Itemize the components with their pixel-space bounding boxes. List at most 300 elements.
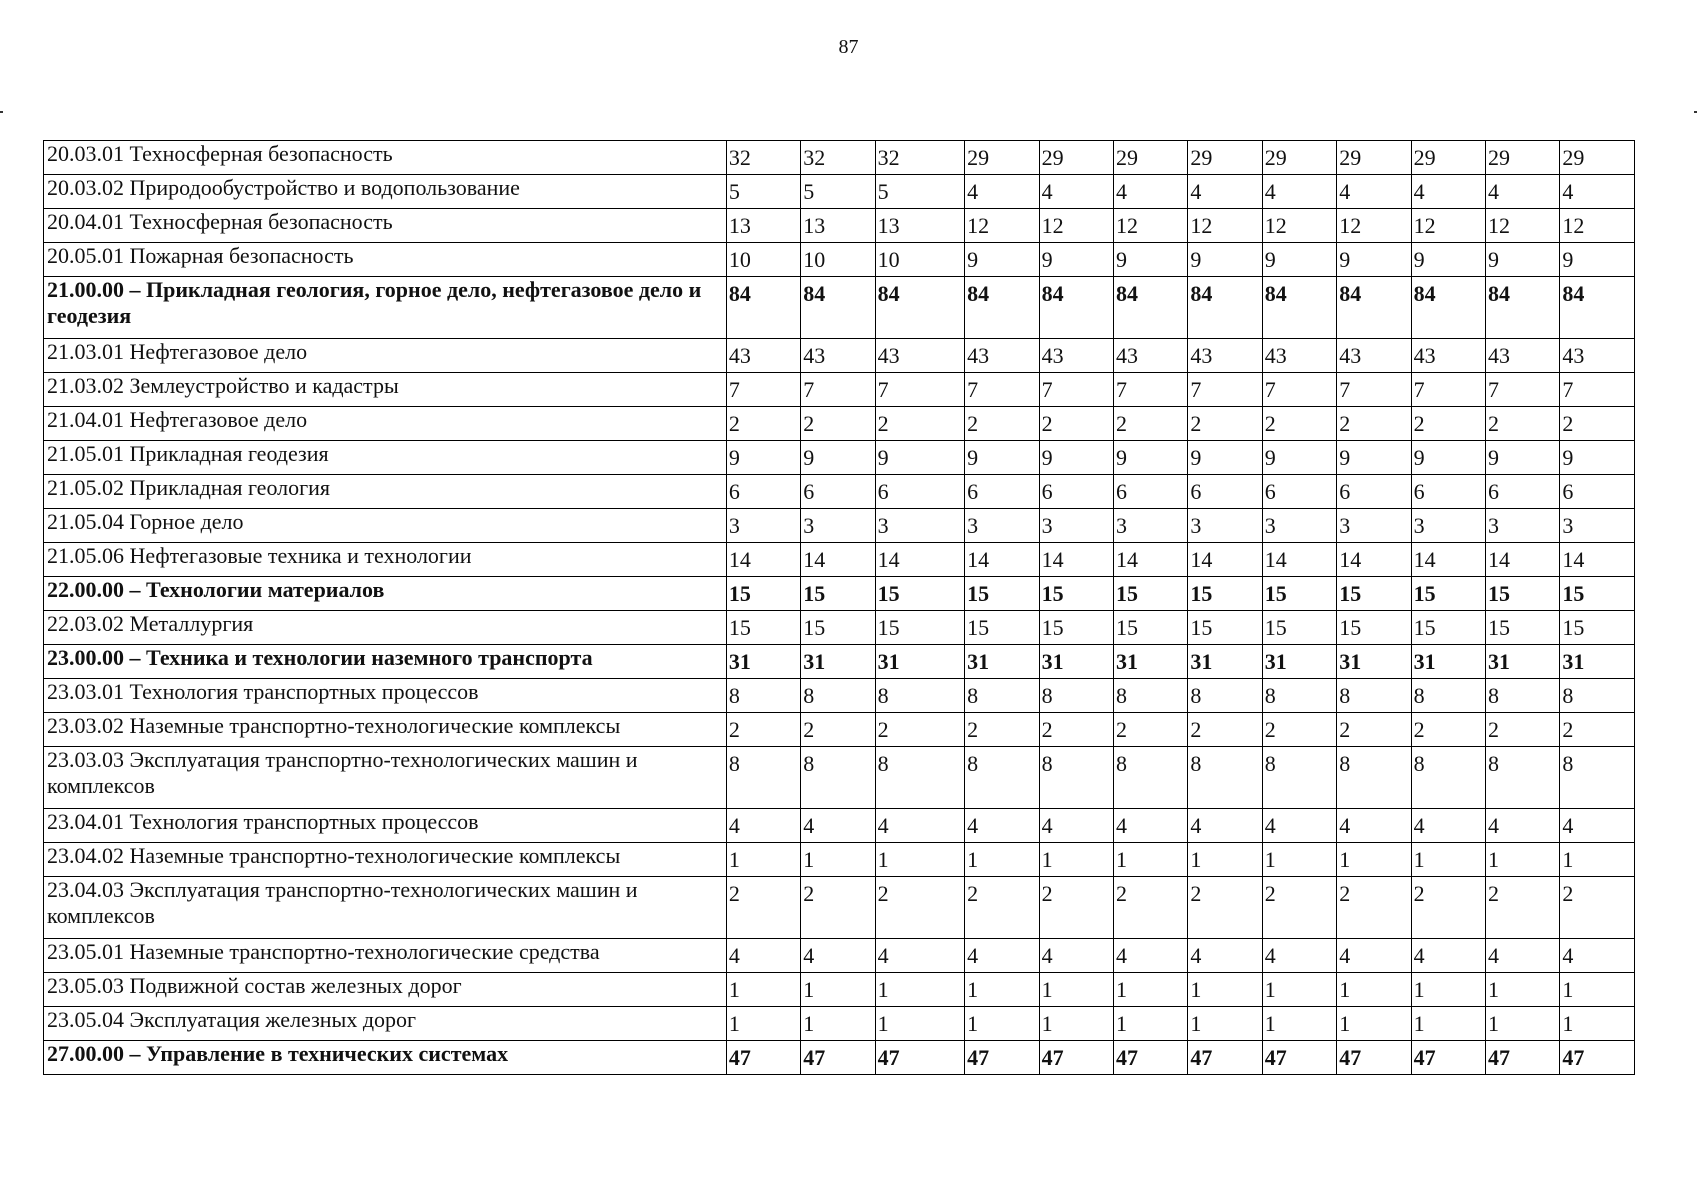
row-specialty-name: 21.00.00 – Прикладная геология, горное дело, нефтегазовое дело и геодезия: [44, 277, 727, 339]
row-value-cell: 2: [1039, 877, 1113, 939]
row-value-cell: 12: [1039, 209, 1113, 243]
row-value-cell: 2: [726, 407, 800, 441]
row-value-cell: 84: [1560, 277, 1635, 339]
row-specialty-name: 21.05.04 Горное дело: [44, 509, 727, 543]
row-value-cell: 3: [875, 509, 965, 543]
row-value-cell: 15: [1262, 577, 1336, 611]
row-value-cell: 5: [726, 175, 800, 209]
row-value-cell: 43: [801, 339, 875, 373]
row-value-cell: 2: [1411, 877, 1485, 939]
row-value-cell: 47: [875, 1041, 965, 1075]
row-specialty-name: 21.03.02 Землеустройство и кадастры: [44, 373, 727, 407]
row-value-cell: 9: [1411, 243, 1485, 277]
row-value-cell: 9: [1560, 441, 1635, 475]
table-row: [44, 475, 1635, 509]
table-row: [44, 747, 1635, 809]
table-row: [44, 407, 1635, 441]
row-value-cell: 6: [1039, 475, 1113, 509]
row-value-cell: 4: [1113, 809, 1187, 843]
row-value-cell: 1: [875, 843, 965, 877]
row-value-cell: 2: [726, 877, 800, 939]
row-value-cell: 12: [1188, 209, 1262, 243]
row-value-cell: 1: [1039, 1007, 1113, 1041]
row-value-cell: 2: [1486, 877, 1560, 939]
row-specialty-name: 23.00.00 – Техника и технологии наземного транспорта: [44, 645, 727, 679]
row-value-cell: 12: [1560, 209, 1635, 243]
row-value-cell: 6: [726, 475, 800, 509]
row-specialty-name: 20.03.01 Техносферная безопасность: [44, 141, 727, 175]
row-specialty-name: 27.00.00 – Управление в технических системах: [44, 1041, 727, 1075]
row-value-cell: 4: [965, 175, 1039, 209]
row-value-cell: 9: [1560, 243, 1635, 277]
row-value-cell: 84: [801, 277, 875, 339]
row-value-cell: 15: [726, 577, 800, 611]
row-value-cell: 8: [1411, 747, 1485, 809]
row-value-cell: 1: [1337, 973, 1411, 1007]
row-value-cell: 2: [1411, 713, 1485, 747]
row-value-cell: 43: [1337, 339, 1411, 373]
row-value-cell: 2: [1337, 877, 1411, 939]
row-value-cell: 31: [801, 645, 875, 679]
row-value-cell: 3: [1560, 509, 1635, 543]
row-value-cell: 14: [801, 543, 875, 577]
row-value-cell: 9: [1039, 441, 1113, 475]
row-value-cell: 9: [1337, 243, 1411, 277]
row-value-cell: 9: [1486, 243, 1560, 277]
table-row: [44, 175, 1635, 209]
row-value-cell: 32: [726, 141, 800, 175]
row-specialty-name: 21.05.06 Нефтегазовые техника и технологии: [44, 543, 727, 577]
row-value-cell: 15: [1486, 577, 1560, 611]
row-value-cell: 4: [1411, 175, 1485, 209]
row-value-cell: 8: [801, 747, 875, 809]
row-value-cell: 1: [965, 973, 1039, 1007]
row-value-cell: 29: [1188, 141, 1262, 175]
table-row-group: [44, 577, 1635, 611]
row-value-cell: 2: [1188, 713, 1262, 747]
row-value-cell: 31: [1337, 645, 1411, 679]
row-value-cell: 1: [1188, 973, 1262, 1007]
row-value-cell: 15: [1039, 611, 1113, 645]
row-value-cell: 15: [1411, 611, 1485, 645]
row-value-cell: 7: [1486, 373, 1560, 407]
row-value-cell: 6: [1188, 475, 1262, 509]
row-value-cell: 8: [1337, 679, 1411, 713]
table-row: [44, 373, 1635, 407]
row-value-cell: 3: [1337, 509, 1411, 543]
row-value-cell: 12: [1262, 209, 1336, 243]
table-row: [44, 509, 1635, 543]
table-row: [44, 713, 1635, 747]
row-value-cell: 7: [801, 373, 875, 407]
row-value-cell: 15: [1262, 611, 1336, 645]
row-value-cell: 15: [801, 611, 875, 645]
row-value-cell: 7: [1560, 373, 1635, 407]
row-value-cell: 13: [875, 209, 965, 243]
row-value-cell: 31: [1113, 645, 1187, 679]
row-value-cell: 4: [726, 939, 800, 973]
row-value-cell: 29: [1411, 141, 1485, 175]
row-value-cell: 29: [965, 141, 1039, 175]
row-value-cell: 6: [875, 475, 965, 509]
row-value-cell: 4: [1411, 939, 1485, 973]
row-value-cell: 31: [1411, 645, 1485, 679]
row-value-cell: 2: [875, 407, 965, 441]
row-value-cell: 2: [1113, 877, 1187, 939]
table-row-group: [44, 1041, 1635, 1075]
row-value-cell: 1: [1113, 843, 1187, 877]
row-specialty-name: 21.03.01 Нефтегазовое дело: [44, 339, 727, 373]
row-value-cell: 1: [1560, 1007, 1635, 1041]
row-value-cell: 47: [1262, 1041, 1336, 1075]
row-value-cell: 15: [801, 577, 875, 611]
row-value-cell: 15: [965, 611, 1039, 645]
row-value-cell: 4: [1486, 939, 1560, 973]
row-value-cell: 47: [965, 1041, 1039, 1075]
row-value-cell: 2: [1486, 713, 1560, 747]
row-value-cell: 47: [801, 1041, 875, 1075]
row-value-cell: 84: [1188, 277, 1262, 339]
table-row: [44, 441, 1635, 475]
row-value-cell: 14: [1262, 543, 1336, 577]
row-value-cell: 1: [875, 973, 965, 1007]
row-value-cell: 14: [1039, 543, 1113, 577]
row-value-cell: 2: [965, 877, 1039, 939]
row-specialty-name: 21.05.01 Прикладная геодезия: [44, 441, 727, 475]
row-value-cell: 4: [1337, 175, 1411, 209]
row-value-cell: 15: [1188, 611, 1262, 645]
row-value-cell: 84: [1262, 277, 1336, 339]
row-value-cell: 7: [1188, 373, 1262, 407]
row-value-cell: 4: [1113, 175, 1187, 209]
row-value-cell: 15: [1188, 577, 1262, 611]
row-value-cell: 84: [1113, 277, 1187, 339]
row-value-cell: 8: [965, 679, 1039, 713]
row-value-cell: 4: [1039, 939, 1113, 973]
row-value-cell: 6: [1262, 475, 1336, 509]
table-row: [44, 843, 1635, 877]
row-value-cell: 7: [875, 373, 965, 407]
row-value-cell: 4: [1188, 175, 1262, 209]
row-value-cell: 4: [801, 809, 875, 843]
row-specialty-name: 22.00.00 – Технологии материалов: [44, 577, 727, 611]
table-row: [44, 973, 1635, 1007]
row-value-cell: 2: [801, 877, 875, 939]
row-value-cell: 4: [1113, 939, 1187, 973]
row-value-cell: 1: [1560, 843, 1635, 877]
row-value-cell: 84: [1337, 277, 1411, 339]
row-value-cell: 4: [1039, 175, 1113, 209]
row-value-cell: 2: [1039, 407, 1113, 441]
row-value-cell: 14: [1411, 543, 1485, 577]
row-value-cell: 1: [1411, 1007, 1485, 1041]
row-value-cell: 2: [1113, 407, 1187, 441]
row-value-cell: 3: [1188, 509, 1262, 543]
table-row: [44, 939, 1635, 973]
row-specialty-name: 23.05.04 Эксплуатация железных дорог: [44, 1007, 727, 1041]
table-body: [44, 141, 1635, 1075]
row-value-cell: 14: [875, 543, 965, 577]
row-value-cell: 6: [1486, 475, 1560, 509]
row-value-cell: 4: [965, 809, 1039, 843]
row-value-cell: 4: [1262, 939, 1336, 973]
row-value-cell: 1: [726, 843, 800, 877]
row-value-cell: 43: [726, 339, 800, 373]
row-value-cell: 14: [1560, 543, 1635, 577]
row-specialty-name: 23.04.01 Технология транспортных процессов: [44, 809, 727, 843]
row-value-cell: 6: [1337, 475, 1411, 509]
row-value-cell: 9: [1486, 441, 1560, 475]
row-specialty-name: 23.05.01 Наземные транспортно-технологические средства: [44, 939, 727, 973]
table-row: [44, 141, 1635, 175]
row-value-cell: 1: [1262, 973, 1336, 1007]
row-specialty-name: 22.03.02 Металлургия: [44, 611, 727, 645]
row-value-cell: 1: [1262, 1007, 1336, 1041]
row-value-cell: 5: [875, 175, 965, 209]
row-value-cell: 1: [1039, 843, 1113, 877]
row-value-cell: 6: [801, 475, 875, 509]
table-row: [44, 611, 1635, 645]
row-value-cell: 15: [875, 611, 965, 645]
row-value-cell: 8: [1560, 679, 1635, 713]
row-value-cell: 3: [965, 509, 1039, 543]
row-value-cell: 15: [1113, 577, 1187, 611]
row-value-cell: 9: [1039, 243, 1113, 277]
row-specialty-name: 20.03.02 Природообустройство и водопользование: [44, 175, 727, 209]
row-value-cell: 3: [1411, 509, 1485, 543]
row-value-cell: 4: [1262, 175, 1336, 209]
row-value-cell: 1: [965, 843, 1039, 877]
row-value-cell: 43: [1188, 339, 1262, 373]
row-value-cell: 47: [1486, 1041, 1560, 1075]
row-value-cell: 7: [1039, 373, 1113, 407]
row-value-cell: 47: [1039, 1041, 1113, 1075]
row-value-cell: 31: [1262, 645, 1336, 679]
row-value-cell: 3: [801, 509, 875, 543]
row-value-cell: 1: [801, 843, 875, 877]
row-value-cell: 32: [875, 141, 965, 175]
row-value-cell: 47: [1337, 1041, 1411, 1075]
row-value-cell: 2: [965, 407, 1039, 441]
row-value-cell: 5: [801, 175, 875, 209]
row-value-cell: 1: [875, 1007, 965, 1041]
row-value-cell: 15: [1039, 577, 1113, 611]
row-value-cell: 4: [1039, 809, 1113, 843]
row-value-cell: 6: [1411, 475, 1485, 509]
row-value-cell: 1: [1039, 973, 1113, 1007]
row-value-cell: 8: [726, 747, 800, 809]
table-row: [44, 209, 1635, 243]
row-value-cell: 9: [1411, 441, 1485, 475]
row-value-cell: 4: [1560, 175, 1635, 209]
row-value-cell: 29: [1337, 141, 1411, 175]
row-value-cell: 2: [1560, 407, 1635, 441]
row-value-cell: 2: [875, 877, 965, 939]
row-value-cell: 6: [965, 475, 1039, 509]
row-value-cell: 31: [726, 645, 800, 679]
row-value-cell: 4: [1486, 175, 1560, 209]
row-value-cell: 47: [1411, 1041, 1485, 1075]
row-value-cell: 1: [1411, 843, 1485, 877]
row-value-cell: 1: [726, 973, 800, 1007]
row-value-cell: 3: [1039, 509, 1113, 543]
row-value-cell: 7: [726, 373, 800, 407]
row-value-cell: 9: [1113, 243, 1187, 277]
row-specialty-name: 23.03.02 Наземные транспортно-технологические комплексы: [44, 713, 727, 747]
row-value-cell: 43: [1560, 339, 1635, 373]
row-value-cell: 2: [875, 713, 965, 747]
row-value-cell: 8: [1188, 679, 1262, 713]
row-value-cell: 1: [1486, 1007, 1560, 1041]
row-value-cell: 4: [965, 939, 1039, 973]
page-number: 87: [838, 36, 859, 58]
row-value-cell: 4: [875, 809, 965, 843]
row-value-cell: 2: [801, 407, 875, 441]
row-value-cell: 8: [1337, 747, 1411, 809]
row-value-cell: 10: [875, 243, 965, 277]
row-value-cell: 1: [726, 1007, 800, 1041]
row-specialty-name: 23.03.01 Технология транспортных процессов: [44, 679, 727, 713]
row-value-cell: 1: [1560, 973, 1635, 1007]
row-specialty-name: 23.03.03 Эксплуатация транспортно-технологических машин и комплексов: [44, 747, 727, 809]
row-value-cell: 47: [1188, 1041, 1262, 1075]
row-value-cell: 29: [1113, 141, 1187, 175]
row-value-cell: 4: [726, 809, 800, 843]
table-row-group: [44, 645, 1635, 679]
row-value-cell: 2: [1188, 877, 1262, 939]
row-value-cell: 15: [965, 577, 1039, 611]
row-value-cell: 2: [1560, 713, 1635, 747]
row-value-cell: 84: [1039, 277, 1113, 339]
row-value-cell: 4: [1262, 809, 1336, 843]
row-value-cell: 4: [1411, 809, 1485, 843]
row-value-cell: 2: [965, 713, 1039, 747]
row-value-cell: 8: [1262, 679, 1336, 713]
row-value-cell: 9: [1113, 441, 1187, 475]
row-value-cell: 84: [875, 277, 965, 339]
row-value-cell: 8: [1113, 747, 1187, 809]
row-value-cell: 1: [1411, 973, 1485, 1007]
row-value-cell: 43: [1262, 339, 1336, 373]
row-value-cell: 7: [1337, 373, 1411, 407]
row-value-cell: 9: [875, 441, 965, 475]
row-value-cell: 9: [1337, 441, 1411, 475]
row-value-cell: 15: [726, 611, 800, 645]
row-value-cell: 8: [801, 679, 875, 713]
row-value-cell: 15: [1560, 577, 1635, 611]
row-value-cell: 32: [801, 141, 875, 175]
row-value-cell: 4: [1188, 809, 1262, 843]
row-value-cell: 29: [1560, 141, 1635, 175]
table-row: [44, 679, 1635, 713]
row-value-cell: 8: [875, 679, 965, 713]
row-value-cell: 84: [726, 277, 800, 339]
row-value-cell: 29: [1039, 141, 1113, 175]
row-value-cell: 3: [1262, 509, 1336, 543]
row-value-cell: 12: [1113, 209, 1187, 243]
row-specialty-name: 21.04.01 Нефтегазовое дело: [44, 407, 727, 441]
row-value-cell: 47: [1113, 1041, 1187, 1075]
row-value-cell: 4: [1337, 809, 1411, 843]
row-value-cell: 4: [801, 939, 875, 973]
row-value-cell: 2: [726, 713, 800, 747]
row-value-cell: 6: [1113, 475, 1187, 509]
row-value-cell: 8: [1262, 747, 1336, 809]
row-value-cell: 4: [875, 939, 965, 973]
row-value-cell: 1: [1188, 843, 1262, 877]
row-value-cell: 1: [1113, 973, 1187, 1007]
row-value-cell: 1: [1486, 843, 1560, 877]
row-value-cell: 12: [1486, 209, 1560, 243]
row-value-cell: 31: [1486, 645, 1560, 679]
row-value-cell: 4: [1188, 939, 1262, 973]
row-value-cell: 13: [801, 209, 875, 243]
row-value-cell: 9: [965, 441, 1039, 475]
row-value-cell: 3: [726, 509, 800, 543]
row-value-cell: 43: [1411, 339, 1485, 373]
table-row: [44, 543, 1635, 577]
row-value-cell: 9: [726, 441, 800, 475]
row-value-cell: 2: [1411, 407, 1485, 441]
row-value-cell: 4: [1337, 939, 1411, 973]
left-scan-mark: [0, 111, 3, 113]
row-value-cell: 10: [801, 243, 875, 277]
row-value-cell: 43: [1113, 339, 1187, 373]
row-value-cell: 12: [965, 209, 1039, 243]
row-value-cell: 2: [1337, 407, 1411, 441]
row-value-cell: 8: [1113, 679, 1187, 713]
table-row-group: [44, 277, 1635, 339]
row-value-cell: 14: [1337, 543, 1411, 577]
row-value-cell: 29: [1486, 141, 1560, 175]
row-value-cell: 84: [1411, 277, 1485, 339]
row-value-cell: 9: [1188, 243, 1262, 277]
row-value-cell: 1: [801, 973, 875, 1007]
row-specialty-name: 20.04.01 Техносферная безопасность: [44, 209, 727, 243]
data-table: [43, 140, 1635, 1075]
row-value-cell: 9: [1262, 441, 1336, 475]
table-row: [44, 877, 1635, 939]
row-value-cell: 4: [1486, 809, 1560, 843]
row-value-cell: 9: [1262, 243, 1336, 277]
row-value-cell: 31: [1188, 645, 1262, 679]
row-value-cell: 8: [875, 747, 965, 809]
row-value-cell: 15: [1486, 611, 1560, 645]
row-value-cell: 8: [1486, 679, 1560, 713]
row-value-cell: 1: [1486, 973, 1560, 1007]
row-value-cell: 2: [1337, 713, 1411, 747]
row-value-cell: 12: [1411, 209, 1485, 243]
row-value-cell: 84: [1486, 277, 1560, 339]
row-value-cell: 1: [801, 1007, 875, 1041]
row-value-cell: 1: [1113, 1007, 1187, 1041]
row-value-cell: 4: [1560, 809, 1635, 843]
table-row: [44, 1007, 1635, 1041]
row-value-cell: 9: [1188, 441, 1262, 475]
row-value-cell: 2: [1039, 713, 1113, 747]
row-value-cell: 1: [1337, 843, 1411, 877]
row-value-cell: 6: [1560, 475, 1635, 509]
row-value-cell: 43: [965, 339, 1039, 373]
row-value-cell: 14: [1113, 543, 1187, 577]
row-value-cell: 29: [1262, 141, 1336, 175]
row-value-cell: 2: [1113, 713, 1187, 747]
table-row: [44, 339, 1635, 373]
row-value-cell: 8: [726, 679, 800, 713]
row-value-cell: 7: [965, 373, 1039, 407]
row-value-cell: 3: [1486, 509, 1560, 543]
row-value-cell: 8: [1411, 679, 1485, 713]
